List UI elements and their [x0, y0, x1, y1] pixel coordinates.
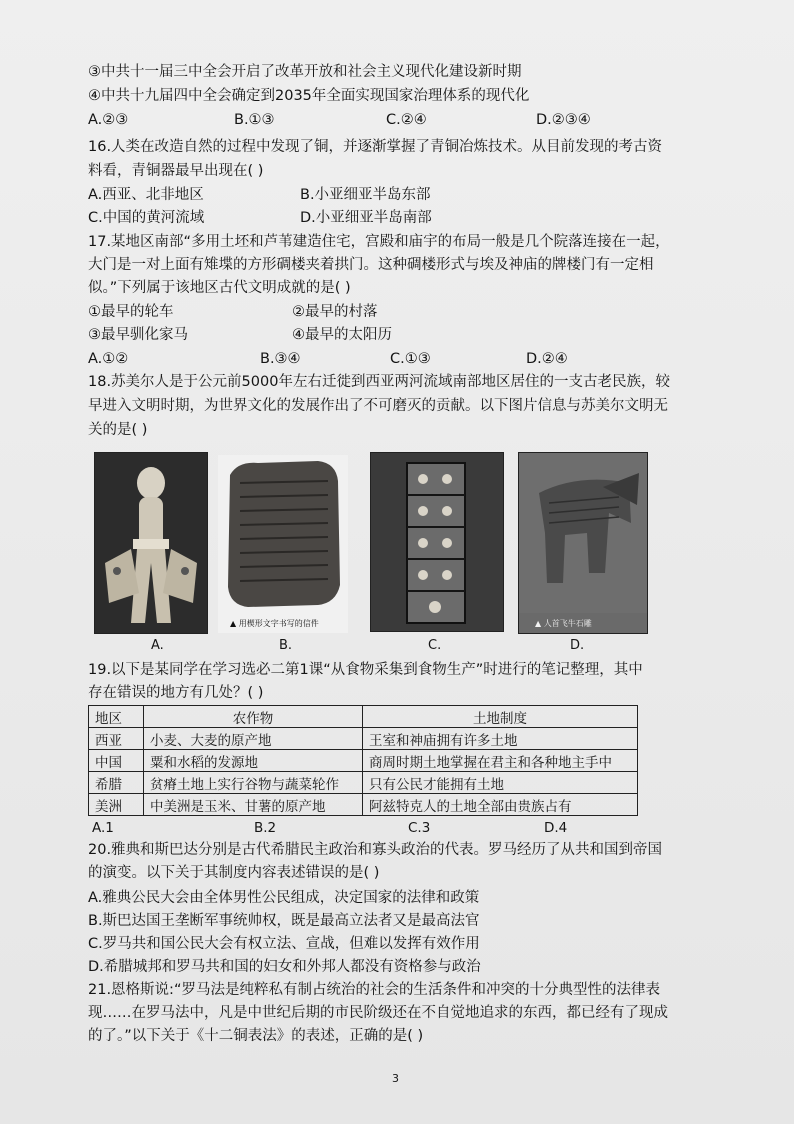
- q18-stem-2: 早进入文明时期，为世界文化的发展作出了不可磨灭的贡献。以下图片信息与苏美尔文明无: [88, 398, 668, 414]
- q17-option-b[interactable]: B.③④: [260, 351, 301, 367]
- q19-option-d[interactable]: D.4: [544, 820, 568, 836]
- q17-item-1: ①最早的轮车: [88, 304, 174, 320]
- q15-item-4: ④中共十九届四中全会确定到2035年全面实现国家治理体系的现代化: [88, 88, 530, 104]
- q15-option-c[interactable]: C.②④: [386, 112, 427, 128]
- q15-option-d[interactable]: D.②③④: [536, 112, 591, 128]
- q19-options: [92, 818, 692, 838]
- q17-stem-2: 大门是一对上面有雉堞的方形碉楼夹着拱门。这种碉楼形式与埃及神庙的牌楼门有一定相: [88, 257, 654, 273]
- q20-option-b[interactable]: B.斯巴达国王垄断军事统帅权，既是最高立法者又是最高法官: [88, 913, 480, 929]
- table-cell: 西亚: [89, 728, 144, 750]
- figure-with-animals-icon: [95, 453, 207, 633]
- q18-label-c[interactable]: C.: [428, 638, 442, 653]
- table-cell: 阿兹特克人的土地全部由贵族占有: [363, 794, 638, 816]
- table-cell: 中国: [89, 750, 144, 772]
- table-row: [89, 794, 638, 816]
- q15-options: [88, 110, 688, 130]
- q17-item-3: ③最早驯化家马: [88, 327, 188, 343]
- q18-image-c: [370, 452, 504, 632]
- q21-stem-3: 的了。”以下关于《十二铜表法》的表述，正确的是( ): [88, 1028, 424, 1044]
- q17-stem-1: 17.某地区南部“多用土坯和芦苇建造住宅，宫殿和庙宇的布局一般是几个院落连接在一起，: [88, 234, 670, 250]
- table-row: [89, 728, 638, 750]
- q16-stem-2: 料看，青铜器最早出现在( ): [88, 163, 264, 179]
- q18-stem-1: 18.苏美尔人是于公元前5000年左右迁徙到西亚两河流域南部地区居住的一支古老民族，较: [88, 374, 670, 390]
- q16-option-a[interactable]: A.西亚、北非地区: [88, 187, 204, 203]
- q17-item-4: ④最早的太阳历: [292, 327, 392, 343]
- table-cell: 只有公民才能拥有土地: [363, 772, 638, 794]
- q17-options: [88, 349, 688, 369]
- q18-caption-d: ▲ 人首飞牛石雕: [535, 619, 592, 628]
- q18-label-b[interactable]: B.: [279, 638, 293, 653]
- q19-option-a[interactable]: A.1: [92, 820, 114, 836]
- q18-image-b: [218, 455, 348, 633]
- table-cell: 美洲: [89, 794, 144, 816]
- table-row: [89, 772, 638, 794]
- q18-stem-3: 关的是( ): [88, 422, 148, 438]
- q20-option-d[interactable]: D.希腊城邦和罗马共和国的妇女和外邦人都没有资格参与政治: [88, 959, 481, 975]
- q17-items-row2: [88, 325, 688, 345]
- q16-option-c[interactable]: C.中国的黄河流域: [88, 210, 205, 226]
- q17-stem-3: 似。”下列属于该地区古代文明成就的是( ): [88, 280, 351, 296]
- table-header-cell: 土地制度: [363, 706, 638, 728]
- table-cell: 中美洲是玉米、甘薯的原产地: [144, 794, 363, 816]
- q20-option-a[interactable]: A.雅典公民大会由全体男性公民组成，决定国家的法律和政策: [88, 890, 480, 906]
- q21-stem-2: 现……在罗马法中，凡是中世纪后期的市民阶级还在不自觉地追求的东西，都已经有了现成: [88, 1005, 668, 1021]
- q21-stem-1: 21.恩格斯说:“罗马法是纯粹私有制占统治的社会的生活条件和冲突的十分典型性的法律表: [88, 982, 660, 998]
- q19-notes-table: [88, 705, 638, 816]
- q16-options-row1: [88, 185, 688, 205]
- table-header-cell: 农作物: [144, 706, 363, 728]
- q15-option-a[interactable]: A.②③: [88, 112, 129, 128]
- table-header-cell: 地区: [89, 706, 144, 728]
- q19-stem-1: 19.以下是某同学在学习选必二第1课“从食物采集到食物生产”时进行的笔记整理，其中: [88, 662, 643, 678]
- page-number: 3: [392, 1072, 399, 1085]
- q18-image-a: [94, 452, 208, 634]
- q20-stem-2: 的演变。以下关于其制度内容表述错误的是( ): [88, 865, 380, 881]
- q17-option-d[interactable]: D.②④: [526, 351, 568, 367]
- q19-option-c[interactable]: C.3: [408, 820, 431, 836]
- q16-option-b[interactable]: B.小亚细亚半岛东部: [300, 187, 431, 203]
- table-cell: 小麦、大麦的原产地: [144, 728, 363, 750]
- q15-item-3: ③中共十一届三中全会开启了改革开放和社会主义现代化建设新时期: [88, 64, 522, 80]
- q17-item-2: ②最早的村落: [292, 304, 378, 320]
- q20-stem-1: 20.雅典和斯巴达分别是古代希腊民主政治和寡头政治的代表。罗马经历了从共和国到帝国: [88, 842, 663, 858]
- q17-items-row1: [88, 302, 688, 322]
- q19-option-b[interactable]: B.2: [254, 820, 277, 836]
- q18-image-d: [518, 452, 648, 634]
- q17-option-a[interactable]: A.①②: [88, 351, 129, 367]
- table-cell: 王室和神庙拥有许多土地: [363, 728, 638, 750]
- table-row: [89, 750, 638, 772]
- winged-bull-relief-icon: [519, 453, 647, 613]
- q19-stem-2: 存在错误的地方有几处？( ): [88, 685, 264, 701]
- table-cell: 粟和水稻的发源地: [144, 750, 363, 772]
- cuneiform-tablet-icon: [218, 455, 348, 615]
- stele-panels-icon: [371, 453, 503, 631]
- q15-option-b[interactable]: B.①③: [234, 112, 275, 128]
- q18-label-a[interactable]: A.: [151, 638, 164, 653]
- q17-option-c[interactable]: C.①③: [390, 351, 431, 367]
- q16-stem-1: 16.人类在改造自然的过程中发现了铜，并逐渐掌握了青铜冶炼技术。从目前发现的考古资: [88, 139, 663, 155]
- table-cell: 贫瘠土地上实行谷物与蔬菜轮作: [144, 772, 363, 794]
- q16-option-d[interactable]: D.小亚细亚半岛南部: [300, 210, 432, 226]
- q16-options-row2: [88, 208, 688, 228]
- q18-label-d[interactable]: D.: [570, 638, 585, 653]
- q18-caption-b: ▲ 用楔形文字书写的信件: [230, 619, 319, 628]
- table-cell: 商周时期土地掌握在君主和各种地主手中: [363, 750, 638, 772]
- table-header-row: [89, 706, 638, 728]
- table-cell: 希腊: [89, 772, 144, 794]
- q20-option-c[interactable]: C.罗马共和国公民大会有权立法、宣战，但难以发挥有效作用: [88, 936, 480, 952]
